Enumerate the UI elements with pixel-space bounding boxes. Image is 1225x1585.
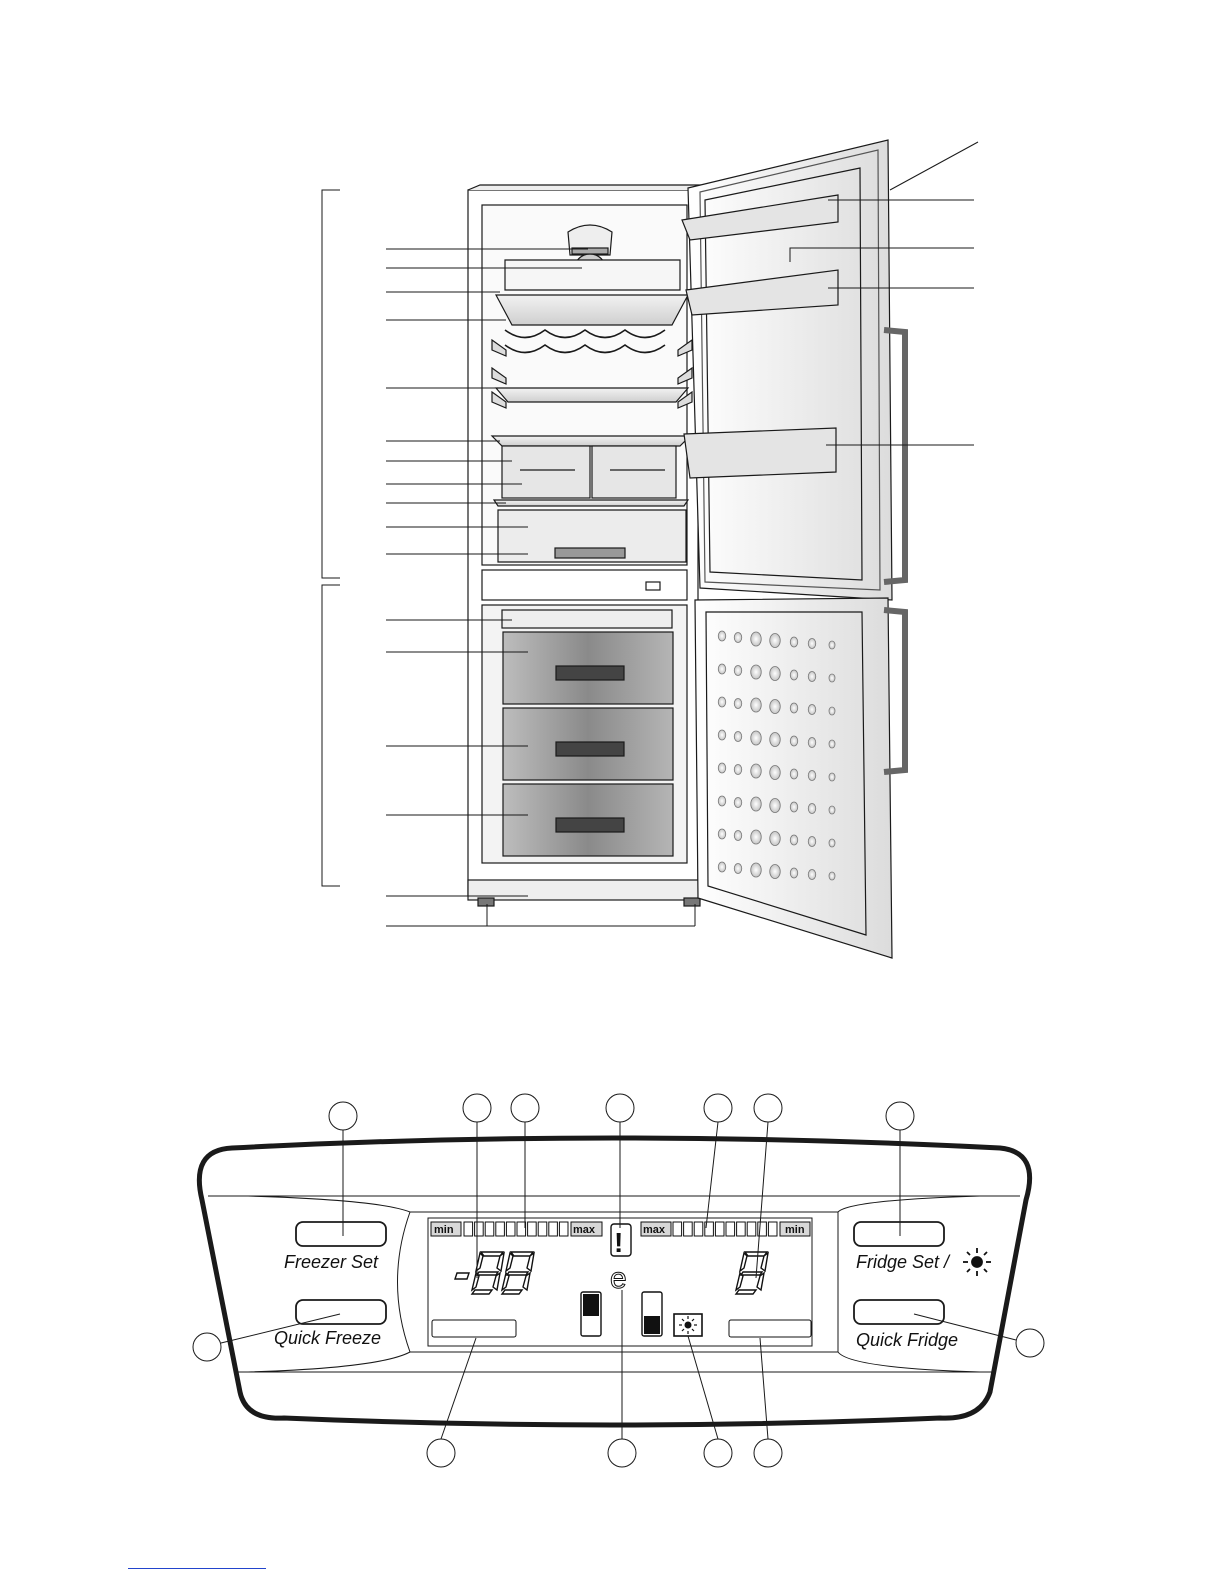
crisper-left <box>502 446 590 498</box>
light-cover <box>505 260 680 290</box>
dimple <box>790 736 798 746</box>
scale-segment <box>496 1222 505 1236</box>
dimple <box>808 672 816 682</box>
callout-freezer-scale <box>511 1094 539 1122</box>
dimple <box>829 707 835 715</box>
plinth <box>468 880 700 900</box>
callout-quick-freeze <box>193 1333 221 1361</box>
callout-alarm <box>606 1094 634 1122</box>
quick-fridge-button[interactable] <box>854 1300 944 1324</box>
callout-freezer-info <box>427 1439 455 1467</box>
quick-freeze-button[interactable] <box>296 1300 386 1324</box>
dimple <box>718 862 726 872</box>
door-bin-3 <box>684 428 836 478</box>
dimple <box>808 870 816 880</box>
dimple <box>718 763 726 773</box>
foot-right <box>684 898 700 906</box>
scale-segment <box>538 1222 547 1236</box>
digit-segment <box>736 1290 756 1294</box>
dimple <box>734 864 742 874</box>
dimple <box>790 868 798 878</box>
scale-segment <box>528 1222 537 1236</box>
dimple <box>790 703 798 713</box>
dimple <box>790 802 798 812</box>
dimple <box>718 664 726 674</box>
control-panel <box>193 1094 1044 1467</box>
fridge-compartment-icon <box>642 1292 662 1336</box>
scale-segment <box>475 1222 484 1236</box>
foot-left <box>478 898 494 906</box>
scale-segment <box>673 1222 682 1236</box>
cabinet-top <box>468 185 700 190</box>
fridge-min-label: min <box>785 1224 805 1236</box>
scale-segment <box>684 1222 693 1236</box>
digit-segment <box>477 1272 498 1275</box>
eco-e-icon: e <box>610 1262 627 1295</box>
dimple <box>770 733 781 747</box>
minus-segment <box>455 1273 469 1279</box>
dimple <box>751 863 762 877</box>
scale-segment <box>485 1222 494 1236</box>
callout-freezer-set <box>329 1102 357 1130</box>
scale-segment <box>694 1222 703 1236</box>
dimple <box>751 698 762 712</box>
dimple <box>770 700 781 714</box>
dimple <box>734 633 742 643</box>
dimple <box>718 631 726 641</box>
fridge-set-button[interactable] <box>854 1222 944 1246</box>
dimple <box>751 797 762 811</box>
divider-panel <box>482 570 687 600</box>
scale-segment <box>715 1222 724 1236</box>
callout-eco <box>608 1439 636 1467</box>
scale-segment <box>464 1222 473 1236</box>
callout-fridge-set <box>886 1102 914 1130</box>
scale-segment <box>559 1222 568 1236</box>
exclamation-icon: ! <box>614 1227 624 1258</box>
fridge-info-box <box>729 1320 811 1337</box>
dimple <box>734 666 742 676</box>
dimple <box>808 639 816 649</box>
freezer-flap <box>502 610 672 628</box>
dimple <box>734 798 742 808</box>
dimple <box>808 705 816 715</box>
callout-quick-fridge <box>1016 1329 1044 1357</box>
sun-icon <box>963 1248 991 1276</box>
glass-shelf-4 <box>494 500 688 506</box>
dimple <box>808 837 816 847</box>
dimple <box>790 835 798 845</box>
dimple <box>790 670 798 680</box>
scale-segment <box>747 1222 756 1236</box>
callout-freezer-digits <box>463 1094 491 1122</box>
scale-segment <box>506 1222 515 1236</box>
dimple <box>829 839 835 847</box>
dimple <box>734 699 742 709</box>
dimple <box>808 771 816 781</box>
fridge-set-label: Fridge Set / <box>856 1252 950 1272</box>
scale-segment <box>517 1222 526 1236</box>
scale-segment <box>726 1222 735 1236</box>
dimple <box>734 732 742 742</box>
footer-link-underline[interactable] <box>128 1568 266 1569</box>
bracket-fridge <box>322 190 340 578</box>
dimple <box>751 830 762 844</box>
scale-segment <box>737 1222 746 1236</box>
fridge-illustration <box>468 140 905 958</box>
dimple <box>808 804 816 814</box>
freezer-drawer-3 <box>503 784 673 856</box>
freezer-max-label: max <box>573 1224 596 1236</box>
dimple <box>829 740 835 748</box>
dimple <box>829 641 835 649</box>
dimple <box>770 634 781 648</box>
glass-shelf-3 <box>492 436 690 446</box>
freezer-info-box <box>432 1320 516 1337</box>
dimple <box>751 632 762 646</box>
digit-segment <box>472 1290 492 1294</box>
freezer-drawer-2 <box>503 708 673 780</box>
dimple <box>770 667 781 681</box>
dimple <box>734 765 742 775</box>
dimple <box>734 831 742 841</box>
dimple <box>718 730 726 740</box>
digit-segment <box>502 1290 522 1294</box>
freezer-min-label: min <box>434 1224 454 1236</box>
bracket-freezer <box>322 585 340 886</box>
callout-fridge-info <box>754 1439 782 1467</box>
callout-fridge-digit <box>754 1094 782 1122</box>
freezer-compartment-icon <box>581 1292 601 1336</box>
dimple <box>790 637 798 647</box>
dimple <box>790 769 798 779</box>
scale-segment <box>549 1222 558 1236</box>
dimple <box>829 674 835 682</box>
fridge-max-label: max <box>643 1224 666 1236</box>
freezer-set-button[interactable] <box>296 1222 386 1246</box>
freezer-set-label: Freezer Set <box>284 1252 379 1272</box>
dimple <box>770 766 781 780</box>
dimple <box>770 865 781 879</box>
light-indicator-icon <box>674 1314 702 1336</box>
dimple <box>751 665 762 679</box>
quick-fridge-label: Quick Fridge <box>856 1330 959 1350</box>
callout-fridge-scale <box>704 1094 732 1122</box>
digit-segment <box>741 1272 762 1275</box>
glass-shelf-1 <box>496 295 688 325</box>
dimple <box>829 806 835 814</box>
digit-segment <box>507 1272 528 1275</box>
dimple <box>751 731 762 745</box>
dimple <box>718 697 726 707</box>
dimple <box>770 799 781 813</box>
dimple <box>808 738 816 748</box>
quick-freeze-label: Quick Freeze <box>274 1328 382 1348</box>
crisper-right <box>592 446 676 498</box>
dimple <box>829 773 835 781</box>
dimple <box>718 829 726 839</box>
dimple <box>770 832 781 846</box>
freezer-drawer-1 <box>503 632 673 704</box>
callout-light <box>704 1439 732 1467</box>
dimple <box>751 764 762 778</box>
dimple <box>829 872 835 880</box>
dimple <box>718 796 726 806</box>
scale-segment <box>768 1222 777 1236</box>
glass-shelf-2 <box>496 388 688 402</box>
